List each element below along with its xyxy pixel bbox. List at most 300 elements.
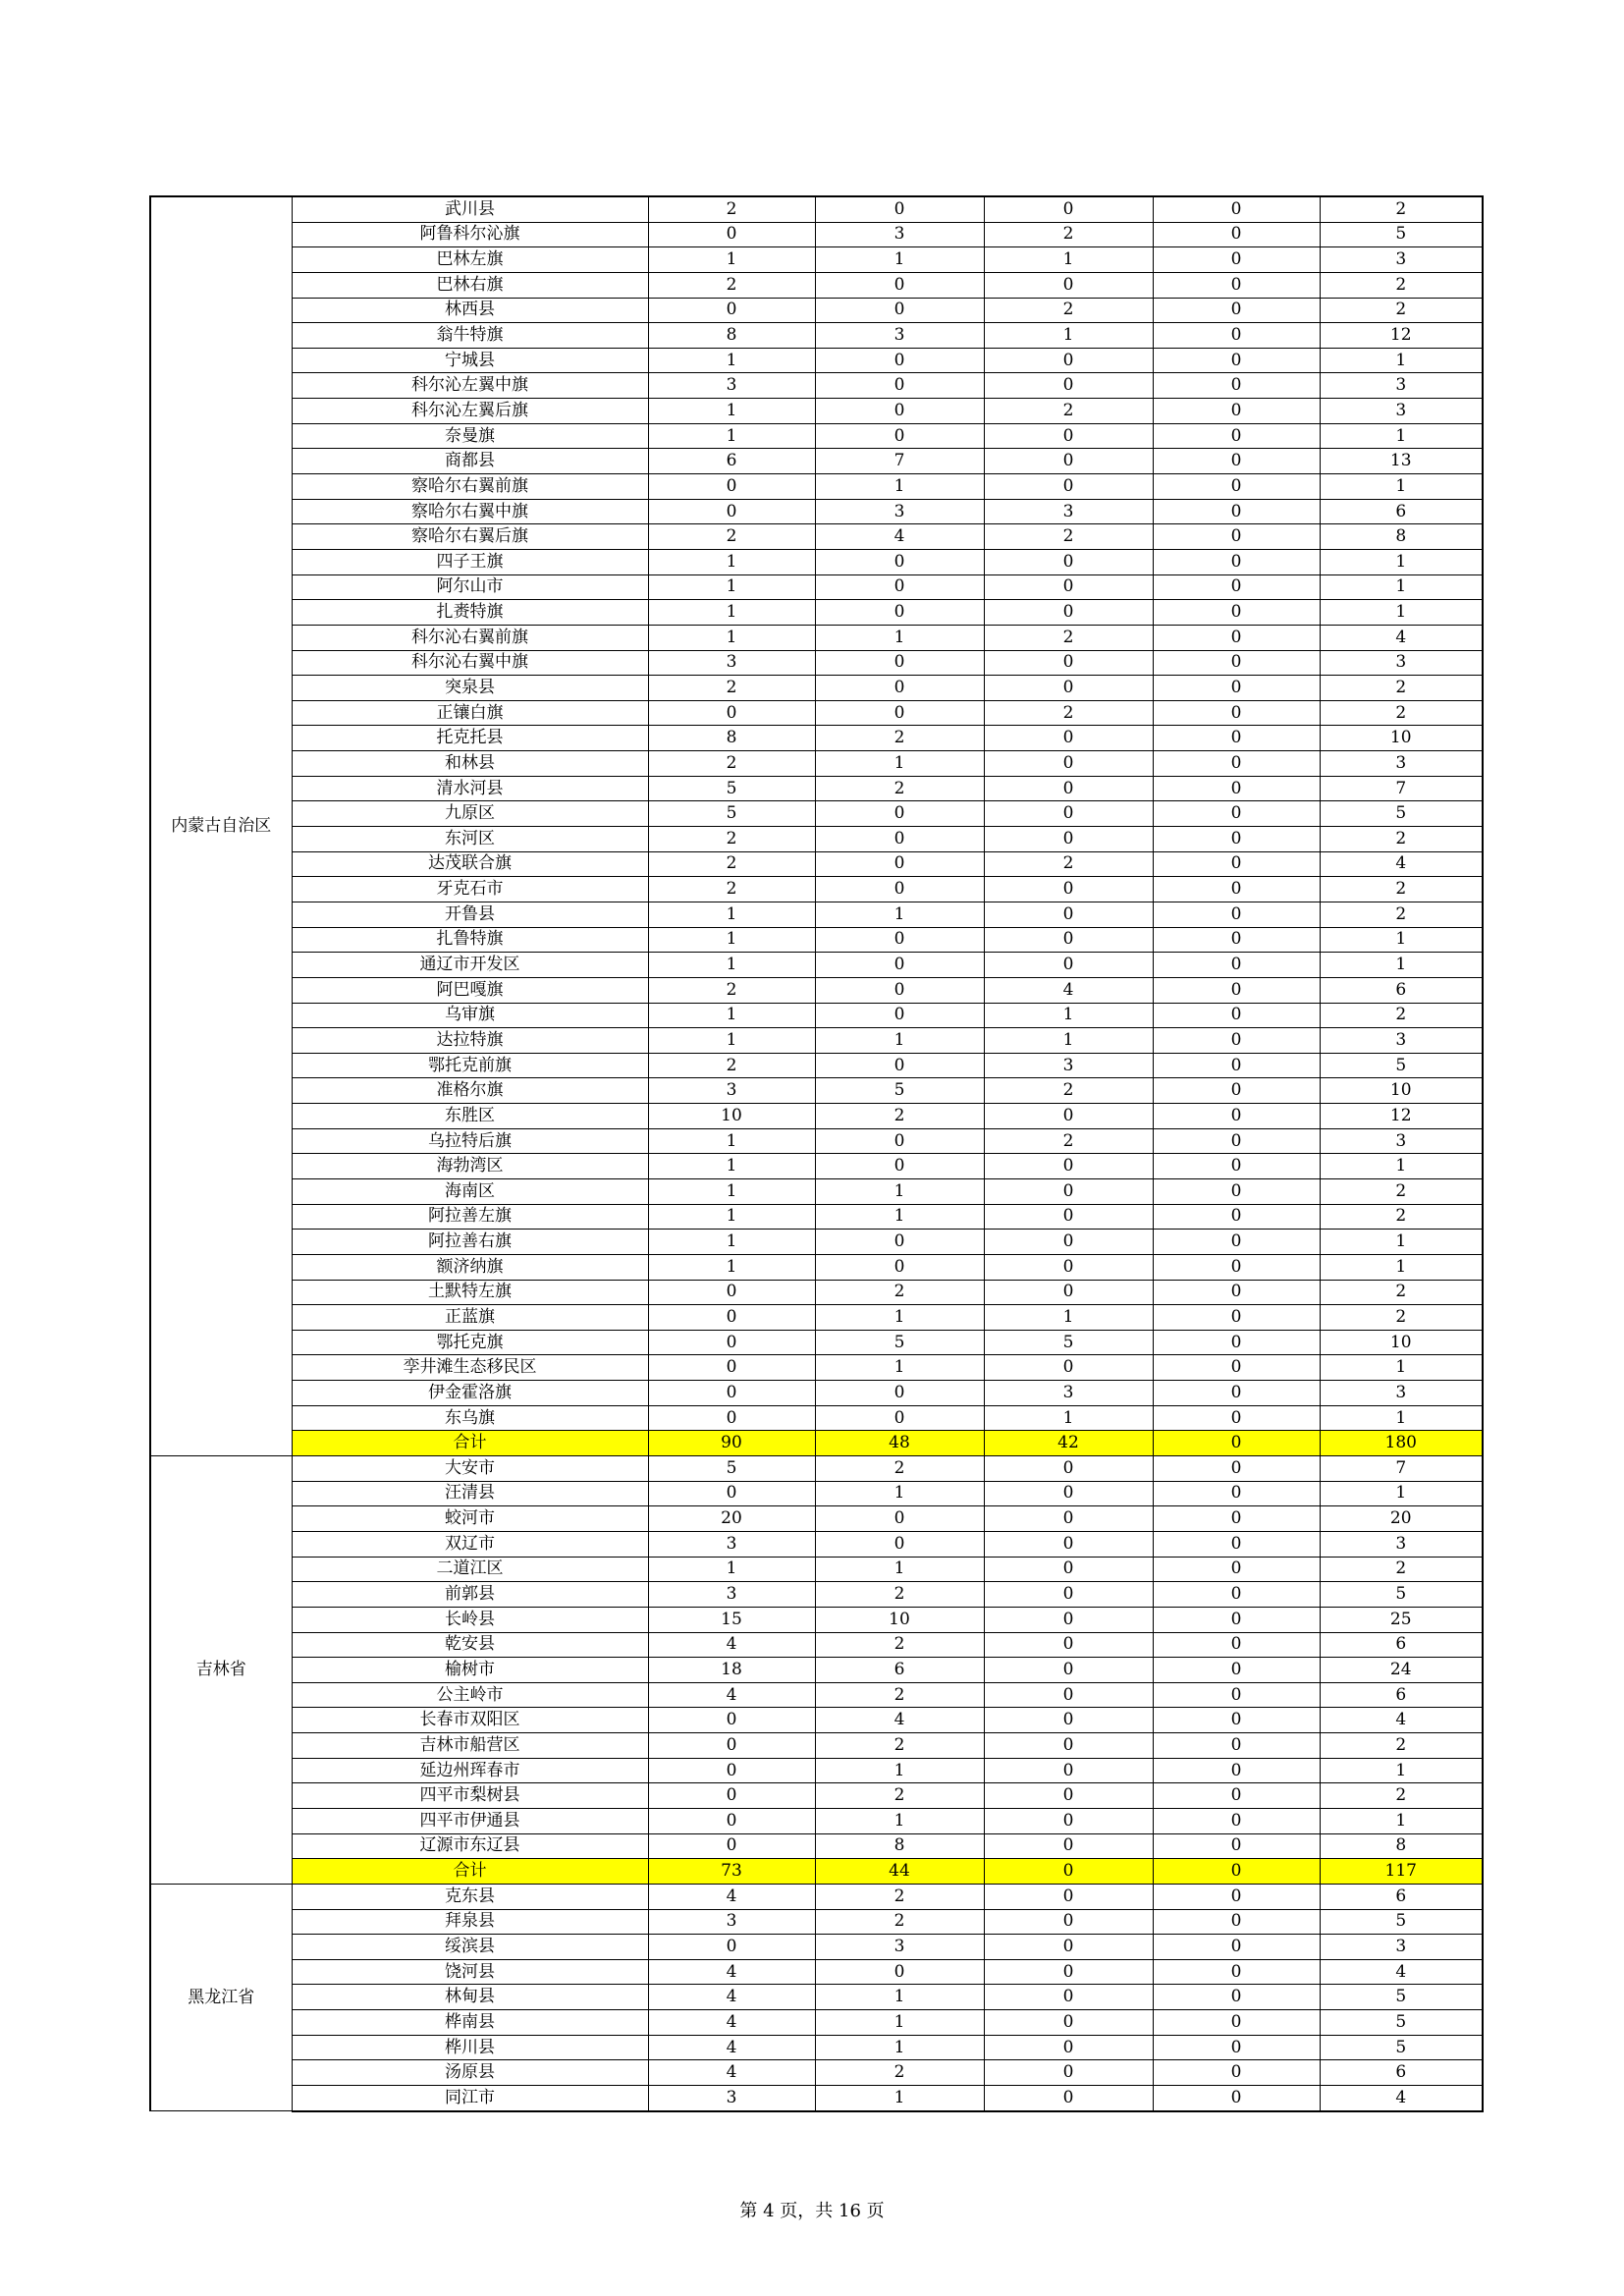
value-cell: 1 <box>648 247 815 273</box>
value-cell: 3 <box>648 1531 815 1557</box>
value-cell: 20 <box>648 1506 815 1532</box>
value-cell: 8 <box>648 726 815 751</box>
value-cell: 0 <box>984 1154 1153 1179</box>
value-cell: 5 <box>1320 2010 1483 2036</box>
value-cell: 0 <box>984 1506 1153 1532</box>
value-cell: 0 <box>648 499 815 524</box>
value-cell: 2 <box>1320 827 1483 852</box>
value-cell: 3 <box>984 1053 1153 1078</box>
value-cell: 0 <box>648 298 815 323</box>
value-cell: 0 <box>984 927 1153 953</box>
value-cell: 2 <box>1320 272 1483 298</box>
value-cell: 0 <box>984 2010 1153 2036</box>
table-row <box>150 1582 1483 1608</box>
table-row <box>150 1078 1483 1104</box>
county-cell: 阿拉善左旗 <box>292 1204 648 1230</box>
table-row <box>150 574 1483 600</box>
county-cell: 四子王旗 <box>292 549 648 574</box>
county-cell: 达拉特旗 <box>292 1028 648 1054</box>
value-cell: 0 <box>648 1758 815 1783</box>
value-cell: 5 <box>648 1456 815 1482</box>
value-cell: 0 <box>984 751 1153 777</box>
value-cell: 0 <box>815 801 984 827</box>
value-cell: 2 <box>815 1456 984 1482</box>
value-cell: 2 <box>648 751 815 777</box>
table-row <box>150 827 1483 852</box>
value-cell: 0 <box>984 1682 1153 1708</box>
value-cell: 0 <box>984 1355 1153 1381</box>
value-cell: 1 <box>648 1254 815 1280</box>
value-cell: 2 <box>648 196 815 222</box>
value-cell: 5 <box>984 1330 1153 1355</box>
value-cell: 1 <box>648 1154 815 1179</box>
table-row <box>150 1305 1483 1331</box>
value-cell: 0 <box>1153 1456 1320 1482</box>
table-row <box>150 449 1483 474</box>
value-cell: 1 <box>815 1355 984 1381</box>
value-cell: 3 <box>815 323 984 349</box>
value-cell: 2 <box>815 1280 984 1305</box>
table-row <box>150 1985 1483 2010</box>
value-cell: 1 <box>1320 1758 1483 1783</box>
value-cell: 0 <box>984 1859 1153 1885</box>
value-cell: 0 <box>984 726 1153 751</box>
value-cell: 1 <box>815 1758 984 1783</box>
county-cell: 乌拉特后旗 <box>292 1128 648 1154</box>
county-cell: 公主岭市 <box>292 1682 648 1708</box>
value-cell: 1 <box>984 1305 1153 1331</box>
value-cell: 2 <box>815 1884 984 1909</box>
value-cell: 0 <box>984 801 1153 827</box>
value-cell: 0 <box>984 373 1153 399</box>
value-cell: 1 <box>1320 1405 1483 1431</box>
county-cell: 林西县 <box>292 298 648 323</box>
value-cell: 3 <box>1320 247 1483 273</box>
value-cell: 1 <box>815 1809 984 1834</box>
value-cell: 1 <box>1320 1481 1483 1506</box>
value-cell: 3 <box>648 1078 815 1104</box>
value-cell: 0 <box>984 1708 1153 1733</box>
value-cell: 10 <box>815 1607 984 1632</box>
value-cell: 0 <box>1153 2035 1320 2060</box>
value-cell: 0 <box>984 1733 1153 1759</box>
value-cell: 1 <box>1320 1809 1483 1834</box>
value-cell: 2 <box>648 524 815 550</box>
value-cell: 0 <box>815 1128 984 1154</box>
county-cell: 饶河县 <box>292 1959 648 1985</box>
value-cell: 0 <box>1153 1985 1320 2010</box>
value-cell: 1 <box>984 247 1153 273</box>
table-row <box>150 1909 1483 1935</box>
value-cell: 0 <box>815 827 984 852</box>
county-cell: 桦川县 <box>292 2035 648 2060</box>
county-cell: 科尔沁右翼中旗 <box>292 650 648 676</box>
value-cell: 3 <box>1320 1028 1483 1054</box>
data-table <box>149 195 1484 2112</box>
county-cell: 翁牛特旗 <box>292 323 648 349</box>
value-cell: 0 <box>815 600 984 626</box>
value-cell: 0 <box>1153 676 1320 701</box>
county-cell: 海勃湾区 <box>292 1154 648 1179</box>
value-cell: 0 <box>984 1884 1153 1909</box>
value-cell: 0 <box>815 953 984 978</box>
table-row <box>150 1959 1483 1985</box>
value-cell: 4 <box>648 2035 815 2060</box>
value-cell: 0 <box>648 1305 815 1331</box>
value-cell: 0 <box>648 1481 815 1506</box>
value-cell: 0 <box>648 474 815 500</box>
value-cell: 0 <box>1153 298 1320 323</box>
value-cell: 0 <box>815 1405 984 1431</box>
value-cell: 0 <box>1153 449 1320 474</box>
value-cell: 0 <box>815 877 984 902</box>
table-row <box>150 1405 1483 1431</box>
table-row <box>150 1204 1483 1230</box>
value-cell: 0 <box>984 2035 1153 2060</box>
value-cell: 2 <box>1320 700 1483 726</box>
table-row <box>150 196 1483 222</box>
value-cell: 0 <box>1153 574 1320 600</box>
value-cell: 0 <box>984 2060 1153 2086</box>
value-cell: 0 <box>1153 1783 1320 1809</box>
value-cell: 6 <box>1320 1682 1483 1708</box>
value-cell: 44 <box>815 1859 984 1885</box>
value-cell: 0 <box>648 1809 815 1834</box>
value-cell: 0 <box>815 574 984 600</box>
table-row <box>150 953 1483 978</box>
value-cell: 7 <box>1320 1456 1483 1482</box>
value-cell: 0 <box>1153 827 1320 852</box>
table-row <box>150 247 1483 273</box>
county-cell: 双辽市 <box>292 1531 648 1557</box>
value-cell: 0 <box>648 222 815 247</box>
value-cell: 0 <box>984 1104 1153 1129</box>
county-cell: 和林县 <box>292 751 648 777</box>
value-cell: 0 <box>984 449 1153 474</box>
value-cell: 0 <box>1153 222 1320 247</box>
table-row <box>150 625 1483 650</box>
value-cell: 1 <box>648 1557 815 1582</box>
county-cell: 阿巴嘎旗 <box>292 977 648 1003</box>
county-cell: 察哈尔右翼后旗 <box>292 524 648 550</box>
value-cell: 0 <box>815 399 984 424</box>
value-cell: 0 <box>984 1758 1153 1783</box>
value-cell: 0 <box>1153 247 1320 273</box>
value-cell: 90 <box>648 1431 815 1456</box>
table-row <box>150 1632 1483 1658</box>
value-cell: 0 <box>984 1935 1153 1960</box>
value-cell: 3 <box>648 1909 815 1935</box>
value-cell: 0 <box>984 1909 1153 1935</box>
value-cell: 0 <box>1153 902 1320 927</box>
table-row <box>150 1154 1483 1179</box>
value-cell: 0 <box>815 1531 984 1557</box>
value-cell: 4 <box>1320 1959 1483 1985</box>
value-cell: 2 <box>648 877 815 902</box>
value-cell: 2 <box>815 1783 984 1809</box>
value-cell: 0 <box>984 676 1153 701</box>
table-row <box>150 977 1483 1003</box>
value-cell: 0 <box>1153 1733 1320 1759</box>
county-cell: 额济纳旗 <box>292 1254 648 1280</box>
value-cell: 0 <box>1153 1909 1320 1935</box>
county-cell: 阿尔山市 <box>292 574 648 600</box>
value-cell: 5 <box>1320 1909 1483 1935</box>
value-cell: 0 <box>984 1280 1153 1305</box>
table-row <box>150 1809 1483 1834</box>
value-cell: 0 <box>984 776 1153 801</box>
value-cell: 0 <box>1153 751 1320 777</box>
value-cell: 7 <box>815 449 984 474</box>
value-cell: 1 <box>815 1481 984 1506</box>
table-row <box>150 801 1483 827</box>
value-cell: 0 <box>984 272 1153 298</box>
table-row <box>150 1128 1483 1154</box>
value-cell: 0 <box>648 1381 815 1406</box>
value-cell: 3 <box>1320 1381 1483 1406</box>
value-cell: 13 <box>1320 449 1483 474</box>
value-cell: 1 <box>648 902 815 927</box>
province-cell: 黑龙江省 <box>150 1884 292 2110</box>
value-cell: 0 <box>984 953 1153 978</box>
value-cell: 0 <box>1153 1531 1320 1557</box>
value-cell: 42 <box>984 1431 1153 1456</box>
table-row <box>150 1884 1483 1909</box>
county-cell: 阿拉善右旗 <box>292 1230 648 1255</box>
value-cell: 2 <box>815 2060 984 2086</box>
table-row <box>150 1330 1483 1355</box>
county-cell: 突泉县 <box>292 676 648 701</box>
table-row <box>150 1935 1483 1960</box>
value-cell: 10 <box>1320 1078 1483 1104</box>
county-cell: 同江市 <box>292 2086 648 2111</box>
value-cell: 2 <box>648 272 815 298</box>
county-cell: 察哈尔右翼中旗 <box>292 499 648 524</box>
value-cell: 3 <box>984 499 1153 524</box>
value-cell: 2 <box>648 676 815 701</box>
value-cell: 0 <box>648 1708 815 1733</box>
value-cell: 0 <box>815 1959 984 1985</box>
value-cell: 4 <box>1320 2086 1483 2111</box>
value-cell: 3 <box>648 650 815 676</box>
value-cell: 0 <box>1153 272 1320 298</box>
value-cell: 0 <box>648 1280 815 1305</box>
table-row <box>150 1003 1483 1028</box>
value-cell: 0 <box>984 1230 1153 1255</box>
value-cell: 0 <box>815 423 984 449</box>
value-cell: 1 <box>648 625 815 650</box>
value-cell: 6 <box>1320 1884 1483 1909</box>
value-cell: 5 <box>815 1078 984 1104</box>
county-cell: 大安市 <box>292 1456 648 1482</box>
value-cell: 1 <box>984 1003 1153 1028</box>
value-cell: 117 <box>1320 1859 1483 1885</box>
value-cell: 0 <box>815 650 984 676</box>
county-cell: 乾安县 <box>292 1632 648 1658</box>
value-cell: 2 <box>815 1632 984 1658</box>
table-row <box>150 272 1483 298</box>
county-cell: 商都县 <box>292 449 648 474</box>
value-cell: 73 <box>648 1859 815 1885</box>
table-row <box>150 2010 1483 2036</box>
value-cell: 1 <box>648 953 815 978</box>
value-cell: 1 <box>1320 574 1483 600</box>
value-cell: 1 <box>648 423 815 449</box>
value-cell: 0 <box>1153 524 1320 550</box>
table-body <box>150 196 1483 2111</box>
value-cell: 2 <box>815 1104 984 1129</box>
value-cell: 0 <box>1153 1935 1320 1960</box>
value-cell: 0 <box>984 474 1153 500</box>
value-cell: 0 <box>1153 348 1320 373</box>
value-cell: 1 <box>648 549 815 574</box>
value-cell: 0 <box>1153 1658 1320 1683</box>
value-cell: 0 <box>1153 1078 1320 1104</box>
value-cell: 0 <box>1153 1405 1320 1431</box>
value-cell: 2 <box>1320 1305 1483 1331</box>
value-cell: 0 <box>815 851 984 877</box>
value-cell: 5 <box>1320 801 1483 827</box>
county-cell: 巴林右旗 <box>292 272 648 298</box>
value-cell: 1 <box>815 1178 984 1204</box>
table-row <box>150 851 1483 877</box>
value-cell: 0 <box>1153 650 1320 676</box>
county-cell: 伊金霍洛旗 <box>292 1381 648 1406</box>
value-cell: 0 <box>815 272 984 298</box>
value-cell: 1 <box>648 1178 815 1204</box>
county-cell: 正镶白旗 <box>292 700 648 726</box>
value-cell: 0 <box>648 700 815 726</box>
table-row <box>150 1682 1483 1708</box>
value-cell: 1 <box>984 323 1153 349</box>
value-cell: 2 <box>648 827 815 852</box>
page-footer: 第 4 页，共 16 页 <box>739 2201 885 2221</box>
value-cell: 4 <box>815 1708 984 1733</box>
value-cell: 10 <box>1320 1330 1483 1355</box>
value-cell: 180 <box>1320 1431 1483 1456</box>
value-cell: 3 <box>984 1381 1153 1406</box>
value-cell: 2 <box>1320 902 1483 927</box>
table-row <box>150 1708 1483 1733</box>
value-cell: 6 <box>1320 499 1483 524</box>
value-cell: 0 <box>1153 726 1320 751</box>
value-cell: 0 <box>1153 1053 1320 1078</box>
table-row <box>150 222 1483 247</box>
value-cell: 0 <box>815 1506 984 1532</box>
county-cell: 通辽市开发区 <box>292 953 648 978</box>
value-cell: 1 <box>1320 474 1483 500</box>
table-row <box>150 676 1483 701</box>
value-cell: 0 <box>1153 2060 1320 2086</box>
value-cell: 0 <box>1153 1708 1320 1733</box>
value-cell: 1 <box>1320 1254 1483 1280</box>
value-cell: 8 <box>1320 1833 1483 1859</box>
county-cell: 鄂托克前旗 <box>292 1053 648 1078</box>
table-row <box>150 726 1483 751</box>
value-cell: 3 <box>1320 1935 1483 1960</box>
value-cell: 3 <box>1320 650 1483 676</box>
value-cell: 8 <box>815 1833 984 1859</box>
county-cell: 牙克石市 <box>292 877 648 902</box>
value-cell: 0 <box>1153 549 1320 574</box>
county-cell: 鄂托克旗 <box>292 1330 648 1355</box>
county-cell: 正蓝旗 <box>292 1305 648 1331</box>
value-cell: 0 <box>984 1632 1153 1658</box>
value-cell: 0 <box>1153 1481 1320 1506</box>
value-cell: 2 <box>984 298 1153 323</box>
value-cell: 3 <box>1320 1128 1483 1154</box>
value-cell: 1 <box>815 1985 984 2010</box>
county-cell: 察哈尔右翼前旗 <box>292 474 648 500</box>
total-label-cell: 合计 <box>292 1859 648 1885</box>
county-cell: 东胜区 <box>292 1104 648 1129</box>
table-row <box>150 1028 1483 1054</box>
county-cell: 开鲁县 <box>292 902 648 927</box>
value-cell: 5 <box>815 1330 984 1355</box>
value-cell: 2 <box>1320 1178 1483 1204</box>
value-cell: 1 <box>648 1028 815 1054</box>
table-row <box>150 1280 1483 1305</box>
value-cell: 4 <box>1320 625 1483 650</box>
value-cell: 0 <box>984 1783 1153 1809</box>
value-cell: 2 <box>984 625 1153 650</box>
value-cell: 1 <box>1320 953 1483 978</box>
county-cell: 托克托县 <box>292 726 648 751</box>
county-cell: 达茂联合旗 <box>292 851 648 877</box>
county-cell: 长春市双阳区 <box>292 1708 648 1733</box>
value-cell: 0 <box>1153 1506 1320 1532</box>
value-cell: 0 <box>984 1456 1153 1482</box>
value-cell: 0 <box>648 1733 815 1759</box>
value-cell: 4 <box>648 1959 815 1985</box>
value-cell: 4 <box>648 1682 815 1708</box>
value-cell: 1 <box>648 1204 815 1230</box>
value-cell: 0 <box>1153 877 1320 902</box>
value-cell: 0 <box>984 1658 1153 1683</box>
county-cell: 武川县 <box>292 196 648 222</box>
total-row <box>150 1431 1483 1456</box>
value-cell: 2 <box>984 524 1153 550</box>
county-cell: 东乌旗 <box>292 1405 648 1431</box>
county-cell: 奈曼旗 <box>292 423 648 449</box>
table-row <box>150 1053 1483 1078</box>
value-cell: 3 <box>1320 399 1483 424</box>
value-cell: 1 <box>815 2086 984 2111</box>
value-cell: 0 <box>1153 1758 1320 1783</box>
value-cell: 0 <box>815 676 984 701</box>
table-row <box>150 1178 1483 1204</box>
county-cell: 科尔沁左翼后旗 <box>292 399 648 424</box>
county-cell: 扎鲁特旗 <box>292 927 648 953</box>
value-cell: 12 <box>1320 1104 1483 1129</box>
value-cell: 6 <box>815 1658 984 1683</box>
value-cell: 2 <box>1320 1204 1483 1230</box>
county-cell: 土默特左旗 <box>292 1280 648 1305</box>
value-cell: 0 <box>984 1531 1153 1557</box>
value-cell: 0 <box>984 1557 1153 1582</box>
value-cell: 5 <box>1320 2035 1483 2060</box>
value-cell: 0 <box>815 1053 984 1078</box>
value-cell: 2 <box>1320 877 1483 902</box>
county-cell: 巴林左旗 <box>292 247 648 273</box>
value-cell: 2 <box>1320 196 1483 222</box>
value-cell: 0 <box>815 549 984 574</box>
value-cell: 2 <box>815 1909 984 1935</box>
value-cell: 2 <box>648 851 815 877</box>
county-cell: 海南区 <box>292 1178 648 1204</box>
value-cell: 5 <box>648 801 815 827</box>
value-cell: 2 <box>815 1733 984 1759</box>
